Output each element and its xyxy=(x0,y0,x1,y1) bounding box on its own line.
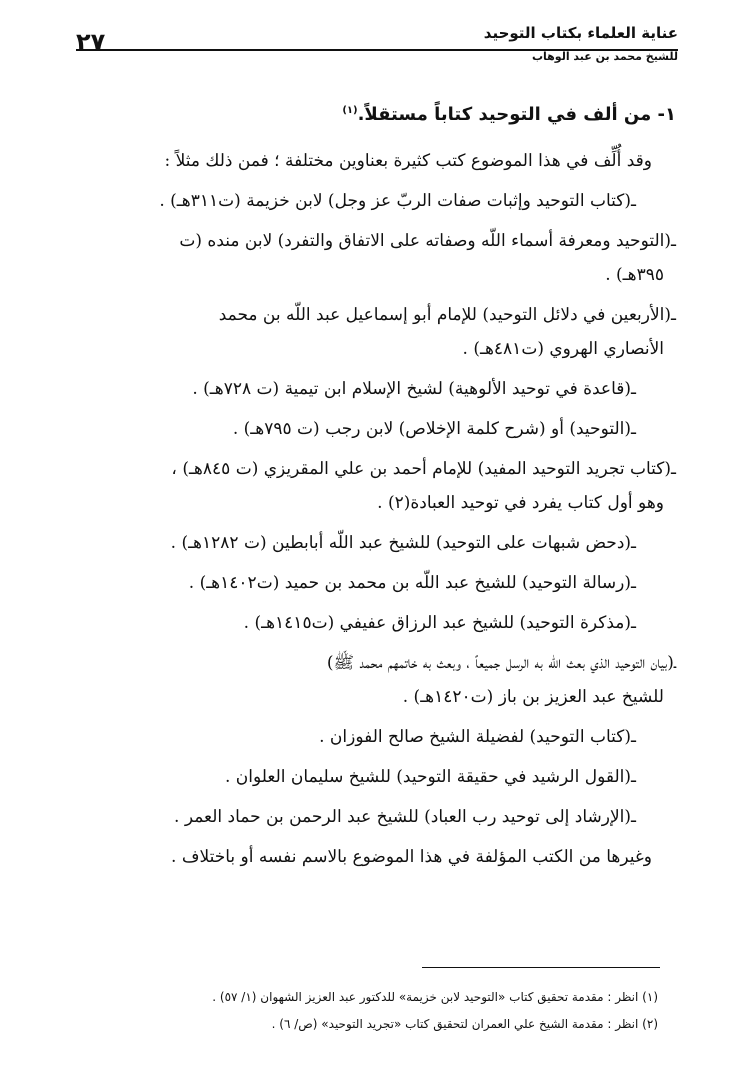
bullet-dash: ـ xyxy=(631,727,636,747)
bullet-dash: ـ xyxy=(631,573,636,593)
list-item xyxy=(72,800,676,834)
list-item xyxy=(72,452,676,520)
list-item xyxy=(72,224,676,292)
list-item-continuation: الأنصاري الهروي (ت٤٨١هـ) . xyxy=(462,339,664,359)
main-text xyxy=(72,96,676,874)
bullet-dash: ـ xyxy=(673,653,676,673)
header-rule xyxy=(76,49,678,51)
list-item-text: (التوحيد ومعرفة أسماء اللّه وصفاته على الاتفاق والتفرد) لابن منده (ت xyxy=(179,231,672,251)
list-item-text: (التوحيد) أو (شرح كلمة الإخلاص) لابن رجب (ت ٧٩٥هـ) . xyxy=(232,419,632,439)
closing-paragraph: وغيرها من الكتب المؤلفة في هذا الموضوع بالاسم نفسه أو باختلاف . xyxy=(171,847,652,867)
bullet-dash: ـ xyxy=(671,459,676,479)
list-item-text: (القول الرشيد في حقيقة التوحيد) للشيخ سليمان العلوان . xyxy=(224,767,632,787)
footnote-2 xyxy=(72,1011,676,1038)
list-item-text: (الإرشاد إلى توحيد رب العباد) للشيخ عبد الرحمن بن حماد العمر . xyxy=(174,807,632,827)
page-number: ٢٧ xyxy=(76,28,106,56)
bullet-dash: ـ xyxy=(631,613,636,633)
footnote-mark: (٢) xyxy=(642,1017,658,1031)
footnote-1 xyxy=(72,984,676,1011)
list-item-text: (رسالة التوحيد) للشيخ عبد اللّه بن محمد بن حميد (ت١٤٠٢هـ) . xyxy=(188,573,632,593)
list-item xyxy=(72,526,676,560)
bullet-dash: ـ xyxy=(631,419,636,439)
list-item xyxy=(72,720,676,754)
list-item-text: (بيان التوحيد الذي بعث اللّه به الرسل جميعاً ، وبعث به خاتمهم محمد ﷺ) xyxy=(326,653,674,673)
footnote-text: انظر : مقدمة الشيخ علي العمران لتحقيق كتاب «تجريد التوحيد» (ص/ ٦) . xyxy=(271,1017,639,1031)
list-item xyxy=(72,412,676,446)
bullet-dash: ـ xyxy=(631,807,636,827)
bullet-dash: ـ xyxy=(631,533,636,553)
list-item-text: (كتاب التوحيد وإثبات صفات الربّ عز وجل) لابن خزيمة (ت٣١١هـ) . xyxy=(159,191,632,211)
running-header-subtitle: للشيخ محمد بن عبد الوهاب xyxy=(531,50,678,63)
bullet-dash: ـ xyxy=(671,231,676,251)
list-item-text: (كتاب التوحيد) لفضيلة الشيخ صالح الفوزان . xyxy=(319,727,632,747)
footnotes xyxy=(72,984,676,1038)
list-item xyxy=(72,646,676,714)
list-item xyxy=(72,184,676,218)
list-item xyxy=(72,566,676,600)
bullet-dash: ـ xyxy=(631,191,636,211)
bullet-dash: ـ xyxy=(671,305,676,325)
list-item-continuation: للشيخ عبد العزيز بن باز (ت١٤٢٠هـ) . xyxy=(402,687,664,707)
list-item-continuation: ٣٩٥هـ) . xyxy=(605,265,664,285)
list-item-continuation: وهو أول كتاب يفرد في توحيد العبادة(٢) . xyxy=(377,493,664,513)
list-item-text: (مذكرة التوحيد) للشيخ عبد الرزاق عفيفي (ت١٤١٥هـ) . xyxy=(243,613,632,633)
footnote-text: انظر : مقدمة تحقيق كتاب «التوحيد لابن خزيمة» للدكتور عبد العزيز الشهوان (١/ ٥٧) . xyxy=(212,990,639,1004)
list-item-text: (كتاب تجريد التوحيد المفيد) للإمام أحمد بن علي المقريزي (ت ٨٤٥هـ) ، xyxy=(171,459,672,479)
list-item xyxy=(72,298,676,366)
bullet-dash: ـ xyxy=(631,767,636,787)
bullet-dash: ـ xyxy=(631,379,636,399)
list-item xyxy=(72,372,676,406)
running-header-title: عناية العلماء بكتاب التوحيد xyxy=(483,24,678,42)
footnote-mark: (١) xyxy=(642,990,658,1004)
list-item xyxy=(72,760,676,794)
footnote-ref-1: (١) xyxy=(342,105,358,116)
list-item xyxy=(72,606,676,640)
list-item-text: (الأربعين في دلائل التوحيد) للإمام أبو إسماعيل عبد اللّه بن محمد xyxy=(218,305,672,325)
footnote-rule xyxy=(422,967,660,968)
section-heading xyxy=(72,96,676,130)
list-item-text: (قاعدة في توحيد الألوهية) لشيخ الإسلام ابن تيمية (ت ٧٢٨هـ) . xyxy=(192,379,632,399)
intro-paragraph: وقد أُلِّف في هذا الموضوع كتب كثيرة بعناوين مختلفة ؛ فمن ذلك مثلاً : xyxy=(164,151,652,171)
list-item-text: (دحض شبهات على التوحيد) للشيخ عبد اللّه أبابطين (ت ١٢٨٢هـ) . xyxy=(170,533,632,553)
section-heading-text: ١- من ألف في التوحيد كتاباً مستقلاً. xyxy=(357,104,676,125)
